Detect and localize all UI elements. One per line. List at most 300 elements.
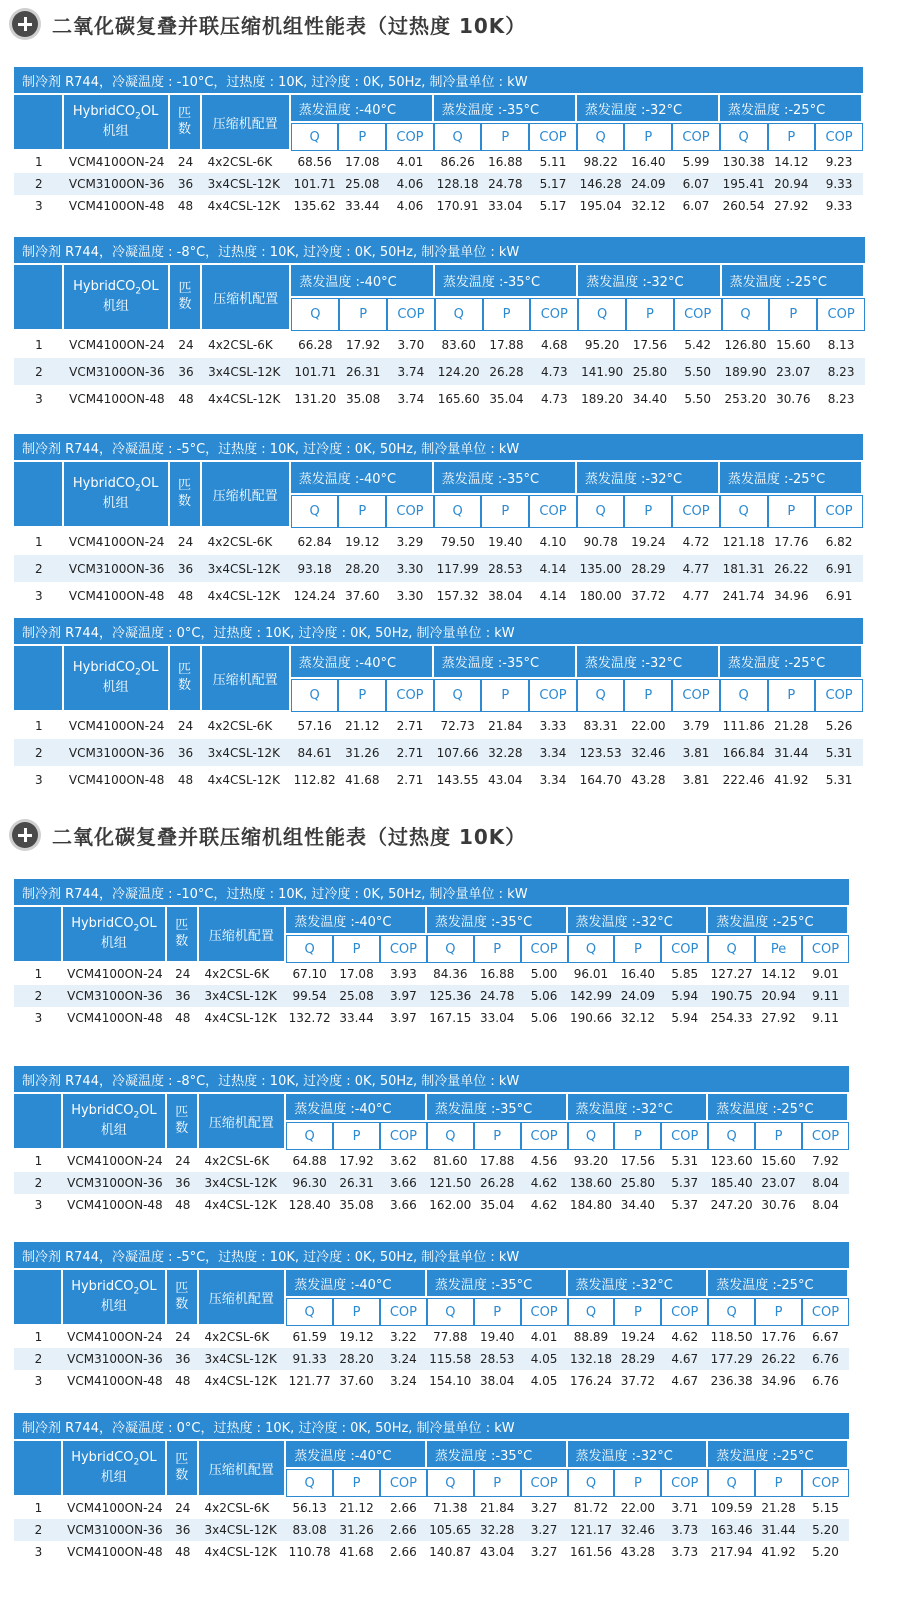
table-cell: 124.24 xyxy=(293,588,336,603)
table-cell: 4.56 xyxy=(530,1154,558,1168)
count-header-text: 数 xyxy=(175,1468,189,1483)
table-cell: 31.44 xyxy=(755,1519,802,1541)
count-header-text: 数 xyxy=(175,1121,189,1136)
table-cell: VCM3100ON-36 xyxy=(64,358,170,385)
table-cell: 4x2CSL-6K xyxy=(204,1154,270,1168)
table-cell: 1 xyxy=(34,1501,43,1515)
table-cell: 24.09 xyxy=(624,173,672,195)
evap-temp-group-header: 蒸发温度 :-40°C xyxy=(286,1094,427,1122)
evap-temp-group-header: 蒸发温度 :-32°C xyxy=(568,907,709,935)
table-cell: 31.26 xyxy=(338,739,386,766)
table-cell: 21.84 xyxy=(488,718,523,733)
unit-header-text: HybridCO xyxy=(71,1102,134,1118)
table-cell: 3.30 xyxy=(396,588,424,603)
table-cell: 163.46 xyxy=(708,1519,755,1541)
unit-header-text: OL xyxy=(139,1278,157,1294)
sub-column-header: Q xyxy=(427,1298,474,1326)
table-cell: 15.60 xyxy=(761,1154,796,1168)
table-cell: 195.04 xyxy=(579,199,622,213)
unit-header-text: OL xyxy=(140,103,159,119)
table-cell: 90.78 xyxy=(583,534,618,549)
sub-column-header: COP xyxy=(529,679,577,712)
table-cell: 16.88 xyxy=(480,967,515,981)
table-cell: 5.26 xyxy=(825,718,853,733)
table-cell: 19.40 xyxy=(488,534,523,549)
table-cell: 32.12 xyxy=(620,1011,656,1025)
sub-column-header: Pe xyxy=(755,935,802,963)
table-cell: 170.91 xyxy=(436,199,479,213)
unit-header-text: OL xyxy=(139,915,157,931)
sub-column-header: Q xyxy=(720,679,768,712)
table-row xyxy=(14,1150,849,1172)
table-cell: 6.67 xyxy=(812,1330,839,1344)
table-row xyxy=(14,1007,849,1029)
config-column-header: 压缩机配置 xyxy=(202,265,291,331)
table-cell: 5.94 xyxy=(671,1011,699,1025)
condition-header: 制冷剂 R744，冷凝温度 : 0°C，过热度 : 10K, 过冷度 : 0K, 50Hz, 制冷量单位 : kW xyxy=(14,1413,849,1441)
table-cell: 91.33 xyxy=(286,1348,333,1370)
evap-temp-group-header: 蒸发温度 :-40°C xyxy=(291,95,434,123)
table-cell: 4x4CSL-12K xyxy=(208,391,281,406)
performance-table-8 xyxy=(14,1413,849,1563)
plus-circle-icon xyxy=(12,11,38,37)
table-cell: 9.11 xyxy=(802,985,849,1007)
performance-table-4 xyxy=(14,618,863,793)
sub-column-header: Q xyxy=(708,1469,755,1497)
table-cell: VCM4100ON-24 xyxy=(67,967,163,981)
count-header-text: 匹 xyxy=(175,1105,189,1120)
sub-column-header: Q xyxy=(720,495,768,528)
sub-column-header: COP xyxy=(802,935,849,963)
table-cell: VCM4100ON-48 xyxy=(68,588,165,603)
sub-column-header: P xyxy=(626,298,674,331)
unit-header-text: HybridCO xyxy=(72,475,136,491)
unit-header-text: HybridCO xyxy=(71,915,134,931)
sub-column-header: Q xyxy=(720,123,768,151)
table-cell: 17.88 xyxy=(480,1154,515,1168)
unit-header-text: 机组 xyxy=(102,124,129,140)
table-cell: 32.46 xyxy=(614,1519,661,1541)
unit-header-subscript: 2 xyxy=(135,111,141,122)
table-row xyxy=(14,1348,849,1370)
config-column-header: 压缩机配置 xyxy=(199,1270,287,1326)
table-cell: 190.66 xyxy=(569,1011,612,1025)
table-cell: 184.80 xyxy=(569,1198,612,1212)
table-cell: 4x4CSL-12K xyxy=(204,1374,277,1388)
table-cell: 3.29 xyxy=(396,534,424,549)
table-cell: 6.91 xyxy=(825,588,853,603)
table-cell: 79.50 xyxy=(440,534,475,549)
table-cell: 34.96 xyxy=(761,1374,796,1388)
sub-column-header: Q xyxy=(708,935,755,963)
table-cell: 6.76 xyxy=(802,1348,849,1370)
table-cell: 35.04 xyxy=(480,1198,515,1212)
table-cell: 67.10 xyxy=(292,967,327,981)
table-cell: 20.94 xyxy=(755,985,802,1007)
table-cell: 5.42 xyxy=(684,337,712,352)
table-cell: 3.34 xyxy=(539,772,567,787)
unit-column-header xyxy=(64,646,170,712)
table-cell: 3 xyxy=(34,1374,43,1388)
sub-column-header: COP xyxy=(817,298,865,331)
table-cell: 2 xyxy=(14,739,64,766)
unit-header-subscript: 2 xyxy=(133,923,140,934)
unit-header-subscript: 2 xyxy=(135,483,141,494)
table-cell: 24 xyxy=(175,1330,191,1344)
table-cell: 5.17 xyxy=(539,199,567,213)
table-cell: 222.46 xyxy=(722,772,765,787)
table-cell: 43.04 xyxy=(480,1545,515,1559)
evap-temp-group-header: 蒸发温度 :-25°C xyxy=(708,1094,849,1122)
sub-column-header: P xyxy=(333,1122,380,1150)
sub-column-header: COP xyxy=(521,1298,568,1326)
table-cell: 38.04 xyxy=(488,588,523,603)
table-cell: 132.18 xyxy=(568,1348,615,1370)
unit-header-text: OL xyxy=(140,659,159,675)
table-cell: 30.76 xyxy=(776,391,811,406)
table-cell: 30.76 xyxy=(761,1198,796,1212)
sub-column-header: Q xyxy=(291,123,339,151)
count-column-header xyxy=(167,1270,199,1326)
table-cell: 1 xyxy=(35,337,43,352)
table-cell: 127.27 xyxy=(710,967,753,981)
evap-temp-group-header: 蒸发温度 :-35°C xyxy=(427,1270,568,1298)
condition-header: 制冷剂 R744，冷凝温度 : -8°C，过热度 : 10K, 过冷度 : 0K, 50Hz, 制冷量单位 : kW xyxy=(14,237,865,265)
condition-header: 制冷剂 R744，冷凝温度 : -5°C，过热度 : 10K, 过冷度 : 0K, 50Hz, 制冷量单位 : kW xyxy=(14,434,863,462)
unit-header-text: OL xyxy=(139,1449,157,1465)
table-cell: 34.40 xyxy=(620,1198,656,1212)
table-cell: 135.62 xyxy=(293,199,336,213)
index-column-header xyxy=(14,1094,63,1150)
unit-header-text: 机组 xyxy=(100,936,127,952)
table-cell: 167.15 xyxy=(429,1011,472,1025)
count-column-header xyxy=(167,1441,199,1497)
table-cell: VCM3100ON-36 xyxy=(64,739,170,766)
sub-column-header: COP xyxy=(802,1469,849,1497)
evap-temp-group-header: 蒸发温度 :-35°C xyxy=(434,646,577,679)
table-cell: 17.56 xyxy=(632,337,668,352)
table-cell: VCM4100ON-24 xyxy=(68,155,165,169)
table-cell: 8.04 xyxy=(812,1198,839,1212)
unit-header-text: OL xyxy=(139,1102,157,1118)
table-cell: 128.40 xyxy=(288,1198,331,1212)
table-cell: 43.28 xyxy=(631,772,666,787)
table-cell: 3.33 xyxy=(539,718,567,733)
table-cell: 4.68 xyxy=(540,337,568,352)
table-cell: 115.58 xyxy=(427,1348,474,1370)
sub-column-header: Q xyxy=(577,123,625,151)
table-row xyxy=(14,173,863,195)
table-cell: 3 xyxy=(35,199,43,213)
table-cell: 2.66 xyxy=(380,1519,427,1541)
table-cell: 26.22 xyxy=(755,1348,802,1370)
table-cell: 260.54 xyxy=(722,199,765,213)
table-cell: 48 xyxy=(177,199,194,213)
sub-column-header: P xyxy=(614,935,661,963)
table-cell: 2 xyxy=(14,173,64,195)
evap-temp-group-header: 蒸发温度 :-25°C xyxy=(722,265,865,298)
table-cell: 247.20 xyxy=(710,1198,753,1212)
table-cell: 36 xyxy=(167,1519,199,1541)
table-cell: 3x4CSL-12K xyxy=(202,555,291,582)
table-cell: VCM4100ON-48 xyxy=(67,1374,163,1388)
sub-column-header: Q xyxy=(568,935,615,963)
sub-column-header: Q xyxy=(286,1298,333,1326)
sub-column-header: P xyxy=(483,298,531,331)
table-cell: VCM4100ON-24 xyxy=(68,718,165,733)
table-cell: 6.82 xyxy=(825,534,853,549)
table-cell: 34.96 xyxy=(774,588,809,603)
table-cell: 3.70 xyxy=(397,337,425,352)
table-cell: 98.22 xyxy=(583,155,618,169)
table-cell: 3.73 xyxy=(671,1545,699,1559)
table-cell: VCM4100ON-48 xyxy=(67,1198,163,1212)
count-column-header xyxy=(170,265,202,331)
table-row xyxy=(14,331,865,358)
table-cell: 2 xyxy=(14,1348,63,1370)
sub-column-header: Q xyxy=(291,495,339,528)
evap-temp-group-header: 蒸发温度 :-35°C xyxy=(427,907,568,935)
sub-column-header: P xyxy=(614,1298,661,1326)
table-cell: 36 xyxy=(170,739,202,766)
table-row xyxy=(14,582,863,609)
table-cell: 3.97 xyxy=(390,1011,417,1025)
table-row xyxy=(14,151,863,173)
table-cell: VCM4100ON-48 xyxy=(67,1011,163,1025)
table-cell: 157.32 xyxy=(436,588,479,603)
sub-column-header: COP xyxy=(674,298,722,331)
table-cell: 3.24 xyxy=(380,1348,427,1370)
unit-column-header xyxy=(64,265,170,331)
table-cell: 132.72 xyxy=(288,1011,331,1025)
evap-temp-group-header: 蒸发温度 :-25°C xyxy=(708,1441,849,1469)
table-cell: VCM4100ON-24 xyxy=(67,1330,163,1344)
sub-column-header: P xyxy=(755,1122,802,1150)
table-cell: 3 xyxy=(34,1011,43,1025)
table-cell: 4.10 xyxy=(539,534,567,549)
table-cell: 166.84 xyxy=(720,739,768,766)
config-column-header: 压缩机配置 xyxy=(199,1441,287,1497)
sub-column-header: P xyxy=(338,495,386,528)
table-row xyxy=(14,766,863,793)
table-cell: 5.20 xyxy=(812,1545,839,1559)
sub-column-header: COP xyxy=(530,298,578,331)
sub-column-header: P xyxy=(474,1122,521,1150)
count-column-header xyxy=(170,95,202,151)
table-cell: 26.31 xyxy=(339,358,387,385)
table-cell: 24 xyxy=(177,718,194,733)
table-cell: 162.00 xyxy=(429,1198,472,1212)
table-cell: 3.74 xyxy=(397,391,425,406)
table-cell: 3 xyxy=(35,772,43,787)
table-cell: 93.18 xyxy=(291,555,339,582)
table-row xyxy=(14,1326,849,1348)
table-cell: 3.30 xyxy=(386,555,434,582)
sub-column-header: COP xyxy=(529,495,577,528)
evap-temp-group-header: 蒸发温度 :-25°C xyxy=(720,646,863,679)
table-cell: 28.20 xyxy=(333,1348,380,1370)
table-cell: 189.20 xyxy=(581,391,624,406)
table-row xyxy=(14,528,863,555)
table-cell: 3.79 xyxy=(682,718,710,733)
evap-temp-group-header: 蒸发温度 :-35°C xyxy=(427,1094,568,1122)
table-cell: 33.04 xyxy=(488,199,523,213)
table-cell: 31.26 xyxy=(333,1519,380,1541)
table-cell: 36 xyxy=(170,555,202,582)
table-cell: 5.94 xyxy=(661,985,708,1007)
table-cell: 25.08 xyxy=(338,173,386,195)
table-row xyxy=(14,1172,849,1194)
evap-temp-group-header: 蒸发温度 :-40°C xyxy=(291,462,434,495)
performance-table-2 xyxy=(14,237,865,412)
sub-column-header: P xyxy=(769,298,817,331)
table-cell: 96.30 xyxy=(286,1172,333,1194)
condition-header: 制冷剂 R744，冷凝温度 : -10°C，过热度 : 10K, 过冷度 : 0K, 50Hz, 制冷量单位 : kW xyxy=(14,67,863,95)
table-cell: 14.12 xyxy=(761,967,796,981)
unit-header-text: OL xyxy=(140,475,159,491)
unit-header-text: 机组 xyxy=(100,1470,127,1486)
table-cell: 48 xyxy=(177,588,194,603)
table-cell: VCM3100ON-36 xyxy=(63,1348,167,1370)
table-cell: 4.05 xyxy=(521,1348,568,1370)
table-cell: VCM3100ON-36 xyxy=(64,173,170,195)
table-cell: 36 xyxy=(167,1348,199,1370)
table-cell: 195.41 xyxy=(720,173,768,195)
table-cell: 77.88 xyxy=(433,1330,468,1344)
evap-temp-group-header: 蒸发温度 :-25°C xyxy=(708,907,849,935)
table-cell: 176.24 xyxy=(569,1374,612,1388)
unit-header-subscript: 2 xyxy=(135,667,141,678)
table-cell: 32.12 xyxy=(631,199,666,213)
table-cell: 5.11 xyxy=(539,155,567,169)
sub-column-header: P xyxy=(624,123,672,151)
condition-header: 制冷剂 R744，冷凝温度 : -10°C，过热度 : 10K, 过冷度 : 0K, 50Hz, 制冷量单位 : kW xyxy=(14,879,849,907)
table-cell: 48 xyxy=(177,772,194,787)
evap-temp-group-header: 蒸发温度 :-35°C xyxy=(434,95,577,123)
sub-column-header: P xyxy=(624,679,672,712)
performance-table-5 xyxy=(14,879,849,1029)
sub-column-header: COP xyxy=(661,1298,708,1326)
sub-column-header: COP xyxy=(521,1122,568,1150)
table-cell: 37.72 xyxy=(620,1374,656,1388)
sub-column-header: P xyxy=(474,1298,521,1326)
count-header-text: 数 xyxy=(175,934,189,949)
table-cell: 2 xyxy=(14,555,64,582)
count-header-text: 匹 xyxy=(175,1281,189,1296)
sub-column-header: COP xyxy=(815,495,863,528)
table-cell: 177.29 xyxy=(708,1348,755,1370)
sub-column-header: P xyxy=(768,123,816,151)
table-cell: 4.77 xyxy=(682,588,710,603)
table-cell: 34.40 xyxy=(632,391,668,406)
sub-column-header: Q xyxy=(722,298,770,331)
table-cell: 3.97 xyxy=(380,985,427,1007)
table-cell: 4.06 xyxy=(386,173,434,195)
table-cell: 2.71 xyxy=(396,772,424,787)
sub-column-header: P xyxy=(614,1122,661,1150)
sub-column-header: COP xyxy=(815,679,863,712)
table-cell: 6.07 xyxy=(672,173,720,195)
table-cell: 123.60 xyxy=(710,1154,753,1168)
table-cell: 83.31 xyxy=(583,718,618,733)
table-cell: 37.60 xyxy=(339,1374,374,1388)
table-cell: 32.28 xyxy=(474,1519,521,1541)
table-cell: 3.34 xyxy=(529,739,577,766)
table-cell: 5.00 xyxy=(530,967,558,981)
table-cell: 3x4CSL-12K xyxy=(199,1172,287,1194)
table-cell: 17.92 xyxy=(345,337,381,352)
table-cell: 9.33 xyxy=(825,199,853,213)
sub-column-header: P xyxy=(768,495,816,528)
table-cell: 95.20 xyxy=(584,337,620,352)
table-cell: 217.94 xyxy=(710,1545,753,1559)
evap-temp-group-header: 蒸发温度 :-32°C xyxy=(577,646,720,679)
unit-column-header xyxy=(63,1441,167,1497)
evap-temp-group-header: 蒸发温度 :-32°C xyxy=(578,265,721,298)
table-cell: VCM3100ON-36 xyxy=(63,1172,167,1194)
table-cell: 5.50 xyxy=(674,358,722,385)
table-cell: 83.60 xyxy=(441,337,476,352)
config-column-header: 压缩机配置 xyxy=(202,646,291,712)
unit-header-text: HybridCO xyxy=(71,1449,134,1465)
table-cell: 25.80 xyxy=(614,1172,661,1194)
sub-column-header: Q xyxy=(568,1298,615,1326)
table-cell: 3x4CSL-12K xyxy=(199,985,287,1007)
table-cell: 4x2CSL-6K xyxy=(204,1501,270,1515)
unit-column-header xyxy=(63,1094,167,1150)
sub-column-header: Q xyxy=(434,495,482,528)
table-cell: 5.31 xyxy=(671,1154,699,1168)
table-cell: 48 xyxy=(178,391,194,406)
table-cell: 130.38 xyxy=(722,155,765,169)
sub-column-header: COP xyxy=(387,298,435,331)
count-header-text: 匹 xyxy=(175,1452,189,1467)
table-cell: 3.93 xyxy=(390,967,417,981)
table-cell: 28.29 xyxy=(624,555,672,582)
count-header-text: 匹 xyxy=(175,918,189,933)
sub-column-header: P xyxy=(474,1469,521,1497)
sub-column-header: Q xyxy=(578,298,626,331)
table-cell: 27.92 xyxy=(761,1011,796,1025)
table-cell: 121.50 xyxy=(427,1172,474,1194)
table-cell: 43.28 xyxy=(620,1545,656,1559)
sub-column-header: COP xyxy=(815,123,863,151)
section-title-text: 二氧化碳复叠并联压缩机组性能表（过热度 10K） xyxy=(52,13,527,38)
table-cell: 5.06 xyxy=(530,1011,558,1025)
table-cell: 2.71 xyxy=(396,718,424,733)
sub-column-header: COP xyxy=(802,1298,849,1326)
table-cell: 33.04 xyxy=(480,1011,515,1025)
table-cell: 19.24 xyxy=(620,1330,656,1344)
table-cell: 35.08 xyxy=(345,391,381,406)
table-cell: 17.56 xyxy=(620,1154,656,1168)
table-cell: 3.62 xyxy=(390,1154,417,1168)
table-cell: 254.33 xyxy=(710,1011,753,1025)
table-cell: 101.71 xyxy=(291,173,339,195)
sub-column-header: P xyxy=(333,935,380,963)
table-cell: 24 xyxy=(175,1501,191,1515)
table-cell: 62.84 xyxy=(297,534,332,549)
unit-header-text: HybridCO xyxy=(72,103,136,119)
table-cell: 36 xyxy=(170,358,202,385)
table-cell: 5.06 xyxy=(521,985,568,1007)
table-row xyxy=(14,1497,849,1519)
table-cell: VCM3100ON-36 xyxy=(63,1519,167,1541)
table-cell: 118.50 xyxy=(710,1330,753,1344)
table-cell: 17.76 xyxy=(761,1330,796,1344)
evap-temp-group-header: 蒸发温度 :-40°C xyxy=(286,1270,427,1298)
table-cell: 7.92 xyxy=(812,1154,839,1168)
